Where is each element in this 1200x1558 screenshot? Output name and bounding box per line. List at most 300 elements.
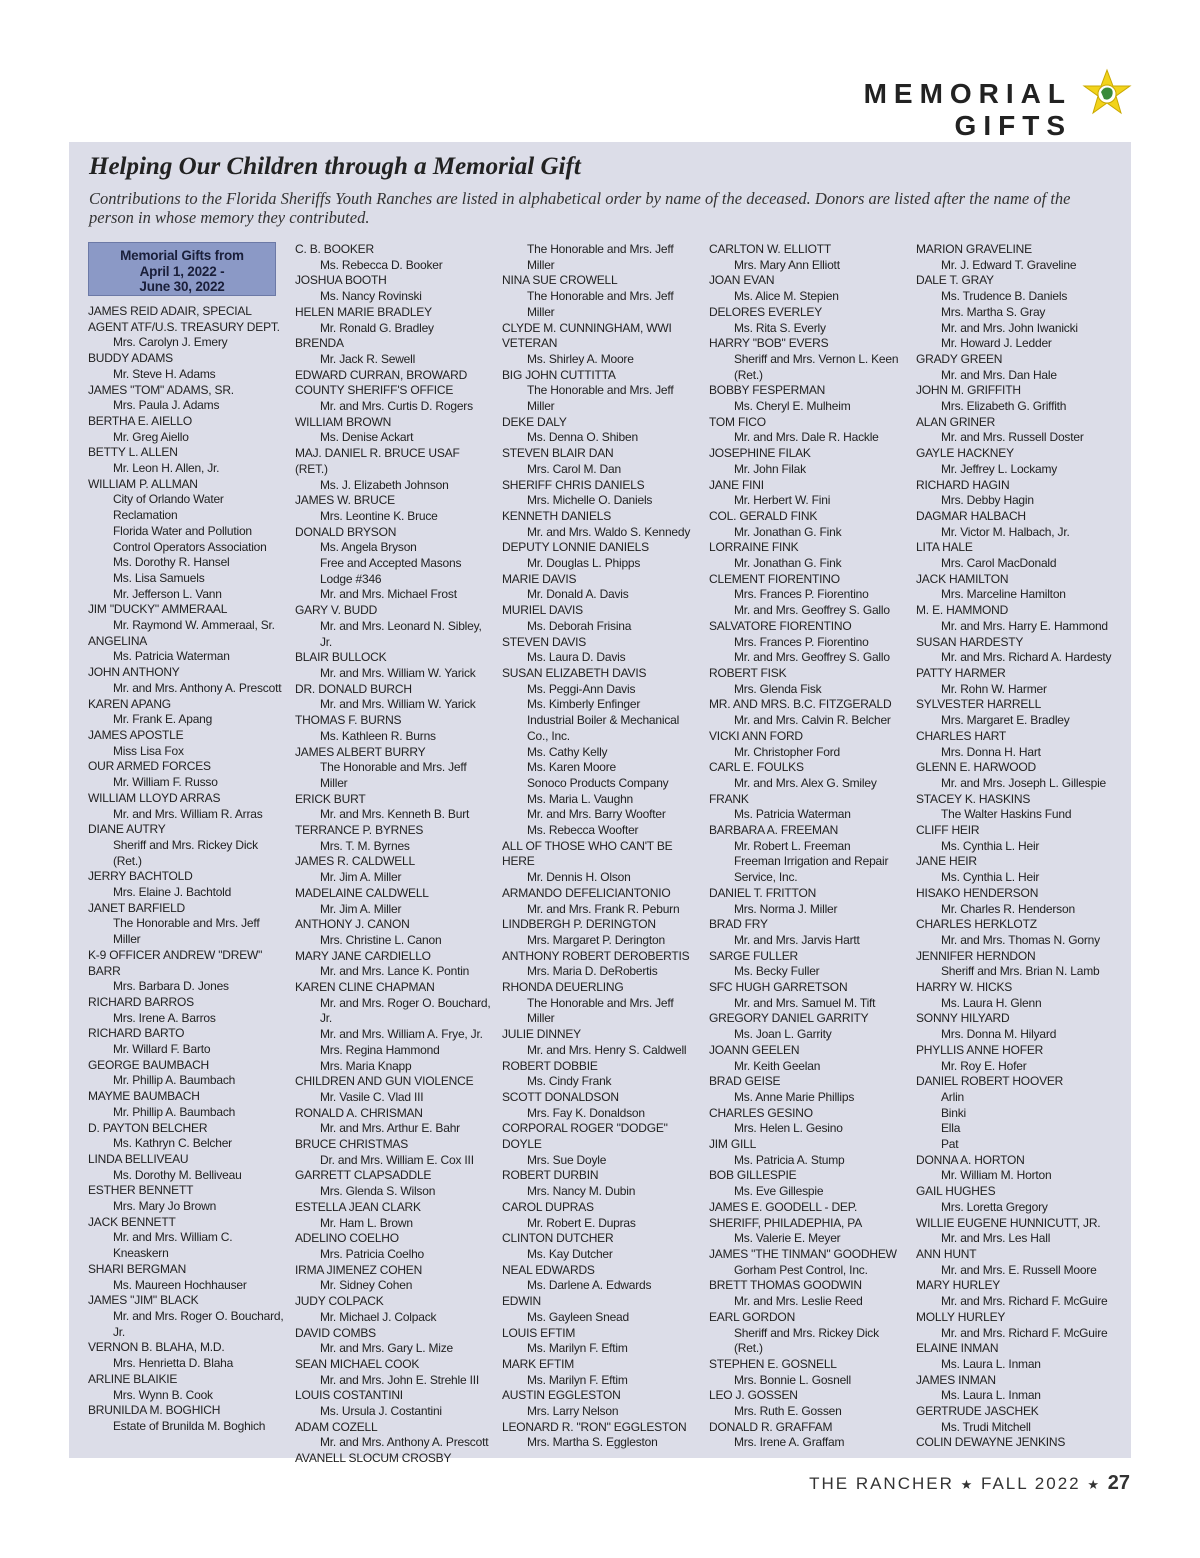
deceased-name: HELEN MARIE BRADLEY: [295, 304, 432, 319]
donor-name: Mr. Sidney Cohen: [320, 1278, 413, 1293]
donor-name: Mrs. Larry Nelson: [527, 1404, 619, 1419]
deceased-name: ALAN GRINER: [916, 414, 996, 429]
donor-name: Mr. and Mrs. Michael Frost: [320, 587, 457, 602]
donor-name: Miss Lisa Fox: [113, 743, 184, 758]
donor-name: Mrs. Mary Ann Elliott: [734, 257, 840, 272]
donor-name: Binki: [941, 1105, 967, 1120]
donor-name: Mrs. Paula J. Adams: [113, 398, 220, 413]
deceased-name: THOMAS F. BURNS: [295, 713, 402, 728]
deceased-name: VICKI ANN FORD: [709, 728, 803, 743]
deceased-name: COL. GERALD FINK: [709, 508, 818, 523]
donor-name: Mr. Vasile C. Vlad III: [320, 1089, 424, 1104]
donor-name: Ms. Eve Gillespie: [734, 1184, 824, 1199]
donor-name: Mrs. Elaine J. Bachtold: [113, 885, 232, 900]
donor-name: Mrs. Frances P. Fiorentino: [734, 587, 869, 602]
memorial-entry: [502, 446, 702, 477]
memorial-entry: [295, 415, 495, 446]
deceased-name: VERNON B. BLAHA, M.D.: [88, 1340, 225, 1355]
memorial-entry: [916, 980, 1116, 1011]
donor-name: Mr. Jefferson L. Vann: [113, 586, 222, 601]
deceased-name: LOUIS COSTANTINI: [295, 1388, 403, 1403]
memorial-entry: [502, 509, 702, 540]
memorial-entry: [709, 1106, 909, 1137]
memorial-entry: [295, 1388, 495, 1419]
donor-name: Sonoco Products Company: [527, 775, 669, 790]
memorial-entry: [709, 980, 909, 1011]
deceased-name: JIM "DUCKY" AMMERAAL: [88, 602, 228, 617]
donor-name: Mr. and Mrs. Leslie Reed: [734, 1294, 863, 1309]
memorial-entry: [916, 1341, 1116, 1372]
memorial-entry: [709, 478, 909, 509]
donor-name: The Honorable and Mrs. Jeff Miller: [320, 760, 467, 790]
memorial-entry: [295, 1420, 495, 1451]
deceased-name: NEAL EDWARDS: [502, 1262, 595, 1277]
deceased-name: DR. DONALD BURCH: [295, 681, 412, 696]
deceased-name: ANGELINA: [88, 633, 148, 648]
donor-name: Mrs. Margaret E. Bradley: [941, 713, 1070, 728]
donor-name: Ms. Marilyn F. Eftim: [527, 1341, 628, 1356]
donor-name: Mr. and Mrs. Joseph L. Gillespie: [941, 775, 1107, 790]
deceased-name: CAROL DUPRAS: [502, 1199, 594, 1214]
deceased-name: GAIL HUGHES: [916, 1184, 996, 1199]
donor-name: The Honorable and Mrs. Jeff Miller: [527, 383, 674, 414]
memorial-entry: [295, 273, 495, 304]
deceased-name: MARY JANE CARDIELLO: [295, 948, 431, 963]
deceased-name: ROBERT DOBBIE: [502, 1058, 598, 1073]
deceased-name: MARIE DAVIS: [502, 571, 577, 586]
memorial-entry: [916, 540, 1116, 571]
donor-name: Mrs. Michelle O. Daniels: [527, 493, 653, 508]
memorial-entry: [709, 949, 909, 980]
memorial-entry: [916, 886, 1116, 917]
sheriff-star-icon: [1082, 68, 1132, 118]
memorial-entry: [295, 1231, 495, 1262]
deceased-name: SFC HUGH GARRETSON: [709, 980, 848, 995]
memorial-entry: [502, 635, 702, 666]
deceased-name: JAMES E. GOODELL - DEP. SHERIFF, PHILADEPHIA, PA: [709, 1199, 863, 1230]
memorial-entry: [88, 1372, 288, 1403]
deceased-name: JOAN EVAN: [709, 273, 775, 288]
memorial-entry: [295, 242, 495, 273]
deceased-name: NINA SUE CROWELL: [502, 273, 618, 288]
memorial-entry: [88, 1121, 288, 1152]
memorial-entry: [295, 949, 495, 980]
deceased-name: CLEMENT FIORENTINO: [709, 571, 840, 586]
memorial-entry: [709, 1168, 909, 1199]
donor-name: Ms. Nancy Rovinski: [320, 289, 422, 304]
column-1: [88, 242, 288, 1435]
donor-name: Mr. Raymond W. Ammeraal, Sr.: [113, 618, 275, 633]
donor-name: Mr. and Mrs. Anthony A. Prescott: [113, 680, 282, 695]
donor-name: Mr. Dennis H. Olson: [527, 870, 631, 885]
memorial-entry: [916, 352, 1116, 383]
deceased-name: LORRAINE FINK: [709, 540, 799, 555]
deceased-name: TOM FICO: [709, 414, 766, 429]
donor-name: Ms. Cathy Kelly: [527, 744, 608, 759]
donor-name: Mr. John Filak: [734, 461, 806, 476]
deceased-name: DIANE AUTRY: [88, 822, 166, 837]
deceased-name: ADELINO COELHO: [295, 1231, 399, 1246]
memorial-entry: [709, 760, 909, 791]
donor-name: Ms. Cheryl E. Mulheim: [734, 399, 851, 414]
donor-name: Mr. and Mrs. William A. Frye, Jr.: [320, 1027, 483, 1042]
memorial-entry: [502, 1168, 702, 1199]
donor-name: Ms. Laura L. Inman: [941, 1388, 1041, 1403]
memorial-entry: [295, 1074, 495, 1105]
deceased-name: RHONDA DEUERLING: [502, 980, 624, 995]
memorial-entry: [88, 665, 288, 696]
deceased-name: LOUIS EFTIM: [502, 1325, 576, 1340]
memorial-entry: [916, 383, 1116, 414]
memorial-entry: [502, 603, 702, 634]
deceased-name: JOSEPHINE FILAK: [709, 446, 811, 461]
deceased-name: HISAKO HENDERSON: [916, 885, 1039, 900]
donor-name: The Honorable and Mrs. Jeff Miller: [527, 242, 674, 272]
donor-name: Mr. Robert L. Freeman: [734, 838, 851, 853]
donor-name: Mrs. Nancy M. Dubin: [527, 1184, 636, 1199]
donor-name: Mr. and Mrs. Richard F. McGuire: [941, 1294, 1108, 1309]
footer-publication: THE RANCHER: [809, 1474, 954, 1493]
donor-name: Mr. and Mrs. Russell Doster: [941, 430, 1084, 445]
donor-name: The Honorable and Mrs. Jeff Miller: [527, 995, 674, 1026]
memorial-entry: [502, 980, 702, 1027]
donor-name: Ms. Trudence B. Daniels: [941, 289, 1068, 304]
memorial-entry: [709, 305, 909, 336]
donor-name: Mrs. Fay K. Donaldson: [527, 1105, 645, 1120]
deceased-name: EDWIN: [502, 1294, 541, 1309]
deceased-name: WILLIE EUGENE HUNNICUTT, JR.: [916, 1215, 1101, 1230]
deceased-name: JAMES REID ADAIR, SPECIAL AGENT ATF/U.S. TREASURY DEPT.: [88, 304, 280, 334]
memorial-entry: [709, 697, 909, 728]
memorial-entry: [295, 745, 495, 792]
donor-name: Mr. Howard J. Ledder: [941, 336, 1052, 351]
donor-name: Mr. Christopher Ford: [734, 744, 841, 759]
memorial-entry: [709, 242, 909, 273]
memorial-entry: [916, 509, 1116, 540]
date-range-box: [88, 242, 276, 296]
deceased-name: CHARLES HERKLOTZ: [916, 917, 1037, 932]
memorial-entry: [295, 336, 495, 367]
deceased-name: ESTELLA JEAN CLARK: [295, 1199, 421, 1214]
memorial-entry: [502, 478, 702, 509]
deceased-name: DONNA A. HORTON: [916, 1152, 1025, 1167]
donor-name: Florida Water and Pollution Control Operators Association: [113, 523, 267, 554]
panel-title: Helping Our Children through a Memorial Gift: [89, 153, 581, 180]
donor-name: Mr. Willard F. Barto: [113, 1042, 211, 1057]
deceased-name: BOBBY FESPERMAN: [709, 383, 826, 398]
deceased-name: DANIEL ROBERT HOOVER: [916, 1074, 1064, 1089]
donor-name: Ms. Anne Marie Phillips: [734, 1089, 855, 1104]
deceased-name: BUDDY ADAMS: [88, 351, 173, 366]
donor-name: Mr. and Mrs. Henry S. Caldwell: [527, 1042, 687, 1057]
donor-name: Mr. and Mrs. Barry Woofter: [527, 807, 666, 822]
donor-name: Mrs. Carolyn J. Emery: [113, 335, 228, 350]
deceased-name: HARRY "BOB" EVERS: [709, 336, 829, 351]
memorial-entry: [709, 619, 909, 666]
deceased-name: BRAD FRY: [709, 917, 768, 932]
box-line-1: Memorial Gifts from: [120, 248, 244, 263]
deceased-name: ANTHONY ROBERT DEROBERTIS: [502, 948, 690, 963]
donor-name: Mr. J. Edward T. Graveline: [941, 257, 1077, 272]
donor-name: Ms. Alice M. Stepien: [734, 289, 839, 304]
donor-name: Mrs. Norma J. Miller: [734, 901, 838, 916]
donor-name: Mrs. Carol M. Dan: [527, 461, 621, 476]
deceased-name: CLIFF HEIR: [916, 823, 980, 838]
memorial-entry: [502, 666, 702, 839]
donor-name: Ms. Becky Fuller: [734, 964, 820, 979]
memorial-entry: [295, 446, 495, 493]
deceased-name: WILLIAM BROWN: [295, 414, 392, 429]
deceased-name: MURIEL DAVIS: [502, 603, 583, 618]
donor-name: Industrial Boiler & Mechanical Co., Inc.: [527, 713, 680, 743]
deceased-name: LEONARD R. "RON" EGGLESTON: [502, 1419, 687, 1434]
donor-name: Mr. Keith Geelan: [734, 1058, 821, 1073]
deceased-name: KAREN CLINE CHAPMAN: [295, 980, 435, 995]
donor-name: Mr. and Mrs. Anthony A. Prescott: [320, 1435, 489, 1450]
memorial-entry: [709, 823, 909, 886]
donor-name: Mrs. Mary Jo Brown: [113, 1199, 217, 1214]
box-line-2: April 1, 2022 -: [139, 263, 225, 279]
donor-name: Mr. and Mrs. Leonard N. Sibley, Jr.: [320, 618, 482, 649]
memorial-entry: [502, 1357, 702, 1388]
memorial-entry: [295, 980, 495, 1074]
memorial-entry: [709, 572, 909, 619]
memorial-entry: [88, 697, 288, 728]
memorial-entry: [916, 729, 1116, 760]
donor-name: Dr. and Mrs. William E. Cox III: [320, 1152, 474, 1167]
donor-name: Free and Accepted Masons Lodge #346: [320, 556, 462, 586]
memorial-entry: [916, 854, 1116, 885]
donor-name: Mrs. Irene A. Barros: [113, 1010, 216, 1025]
memorial-entry: [295, 682, 495, 713]
deceased-name: LITA HALE: [916, 540, 973, 555]
memorial-entry: [88, 869, 288, 900]
donor-name: Ms. Gayleen Snead: [527, 1309, 629, 1324]
donor-name: Mr. Herbert W. Fini: [734, 493, 831, 508]
donor-name: Ms. Laura L. Inman: [941, 1356, 1041, 1371]
deceased-name: STACEY K. HASKINS: [916, 791, 1031, 806]
donor-name: Mrs. Patricia Coelho: [320, 1247, 425, 1261]
donor-name: Ms. Maria L. Vaughn: [527, 791, 634, 806]
memorial-entry: [916, 415, 1116, 446]
memorial-entry: [88, 414, 288, 445]
memorial-entry: [295, 650, 495, 681]
donor-name: Mrs. Glenda Fisk: [734, 681, 822, 696]
donor-name: Mr. and Mrs. Roger O. Bouchard, Jr.: [320, 995, 491, 1026]
memorial-entry: [502, 321, 702, 368]
deceased-name: JANET BARFIELD: [88, 900, 186, 915]
memorial-entry: [88, 1215, 288, 1262]
memorial-entry: [709, 446, 909, 477]
memorial-entry: [709, 1278, 909, 1309]
donor-name: Ms. Marilyn F. Eftim: [527, 1372, 628, 1387]
deceased-name: JAMES "JIM" BLACK: [88, 1293, 199, 1308]
memorial-entry: [709, 1137, 909, 1168]
donor-name: Mrs. Leontine K. Bruce: [320, 508, 438, 523]
deceased-name: EARL GORDON: [709, 1309, 796, 1324]
deceased-name: COLIN DEWAYNE JENKINS: [916, 1435, 1066, 1450]
donor-name: Ms. Kimberly Enfinger: [527, 697, 641, 712]
donor-name: Mr. and Mrs. Geoffrey S. Gallo: [734, 650, 890, 665]
donor-name: Ms. Rebecca Woofter: [527, 823, 639, 838]
deceased-name: EDWARD CURRAN, BROWARD COUNTY SHERIFF'S OFFICE: [295, 367, 468, 398]
deceased-name: JOHN M. GRIFFITH: [916, 383, 1021, 398]
deceased-name: ARMANDO DEFELICIANTONIO: [502, 885, 671, 900]
donor-name: Mr. and Mrs. Gary L. Mize: [320, 1341, 454, 1356]
deceased-name: DAGMAR HALBACH: [916, 508, 1026, 523]
donor-name: Mr. and Mrs. Samuel M. Tift: [734, 995, 876, 1010]
donor-name: Mr. Jonathan G. Fink: [734, 524, 842, 539]
memorial-entry: [709, 886, 909, 917]
deceased-name: JAMES INMAN: [916, 1372, 996, 1387]
deceased-name: BIG JOHN CUTTITTA: [502, 367, 616, 382]
donor-name: Mr. and Mrs. Richard A. Hardesty: [941, 650, 1112, 665]
donor-name: Ms. Patricia Waterman: [113, 649, 230, 664]
deceased-name: LEO J. GOSSEN: [709, 1388, 798, 1403]
memorial-entry: [88, 602, 288, 633]
donor-name: Ms. Laura H. Glenn: [941, 995, 1042, 1010]
deceased-name: BRENDA: [295, 336, 344, 351]
deceased-name: GAYLE HACKNEY: [916, 446, 1014, 461]
memorial-entry: [88, 1340, 288, 1371]
deceased-name: ANN HUNT: [916, 1247, 977, 1261]
memorial-entry: [502, 1388, 702, 1419]
deceased-name: JERRY BACHTOLD: [88, 869, 193, 884]
deceased-name: RICHARD BARROS: [88, 994, 194, 1009]
memorial-entry: [916, 1153, 1116, 1184]
deceased-name: ESTHER BENNETT: [88, 1183, 194, 1198]
column-2: [295, 242, 495, 1467]
memorial-entry: [916, 603, 1116, 634]
donor-name: Mr. Ronald G. Bradley: [320, 320, 434, 335]
deceased-name: CARL E. FOULKS: [709, 760, 804, 775]
donor-name: Arlin: [941, 1089, 965, 1104]
donor-name: Ms. Trudi Mitchell: [941, 1419, 1031, 1434]
deceased-name: CLINTON DUTCHER: [502, 1231, 614, 1246]
memorial-entry: [916, 1278, 1116, 1309]
donor-name: Mr. Frank E. Apang: [113, 712, 213, 727]
donor-name: Mrs. Maria D. DeRobertis: [527, 964, 658, 979]
deceased-name: CHILDREN AND GUN VIOLENCE: [295, 1074, 474, 1089]
donor-name: Mr. and Mrs. Les Hall: [941, 1231, 1051, 1246]
deceased-name: JENNIFER HERNDON: [916, 948, 1036, 963]
donor-name: Mr. Steve H. Adams: [113, 366, 216, 381]
memorial-entry: [295, 1200, 495, 1231]
deceased-name: ARLINE BLAIKIE: [88, 1371, 178, 1386]
donor-name: The Walter Haskins Fund: [941, 807, 1072, 822]
donor-name: Ms. Dorothy M. Belliveau: [113, 1167, 242, 1182]
donor-name: Mr. Jim A. Miller: [320, 901, 402, 916]
deceased-name: IRMA JIMENEZ COHEN: [295, 1262, 423, 1277]
deceased-name: JIM GILL: [709, 1137, 757, 1152]
memorial-entry: [916, 1216, 1116, 1247]
donor-name: Mr. and Mrs. E. Russell Moore: [941, 1262, 1097, 1277]
deceased-name: PHYLLIS ANNE HOFER: [916, 1042, 1044, 1057]
donor-name: Ms. Ursula J. Costantini: [320, 1404, 442, 1419]
deceased-name: JAMES "THE TINMAN" GOODHEW: [709, 1247, 897, 1261]
donor-name: Mr. Jim A. Miller: [320, 870, 402, 885]
deceased-name: AUSTIN EGGLESTON: [502, 1388, 621, 1403]
memorial-entry: [709, 729, 909, 760]
deceased-name: DONALD R. GRAFFAM: [709, 1419, 833, 1434]
donor-name: Mrs. Elizabeth G. Griffith: [941, 399, 1067, 414]
donor-name: Ms. Peggi-Ann Davis: [527, 681, 636, 696]
donor-name: Ms. Lisa Samuels: [113, 570, 205, 585]
memorial-entry: [916, 273, 1116, 352]
memorial-entry: [502, 368, 702, 415]
deceased-name: JAMES APOSTLE: [88, 727, 184, 742]
page-footer: [800, 1472, 1130, 1495]
memorial-entry: [916, 1247, 1116, 1278]
memorial-entry: [916, 792, 1116, 823]
donor-name: Freeman Irrigation and Repair Service, Inc.: [734, 854, 889, 885]
donor-name: Mr. and Mrs. John Iwanicki: [941, 320, 1078, 335]
donor-name: The Honorable and Mrs. Jeff Miller: [113, 916, 260, 947]
deceased-name: STEVEN DAVIS: [502, 634, 587, 649]
deceased-name: MAJ. DANIEL R. BRUCE USAF (RET.): [295, 446, 460, 476]
deceased-name: CLYDE M. CUNNINGHAM, WWI VETERAN: [502, 320, 672, 351]
memorial-entry: [88, 477, 288, 603]
memorial-entry: [295, 1106, 495, 1137]
deceased-name: MADELAINE CALDWELL: [295, 885, 429, 900]
deceased-name: RICHARD HAGIN: [916, 477, 1010, 492]
deceased-name: AVANELL SLOCUM CROSBY: [295, 1451, 452, 1466]
donor-name: Mr. and Mrs. Waldo S. Kennedy: [527, 524, 691, 539]
donor-name: Mr. William F. Russo: [113, 775, 218, 790]
deceased-name: GEORGE BAUMBACH: [88, 1057, 210, 1072]
donor-name: Ms. Rebecca D. Booker: [320, 257, 443, 272]
deceased-name: GARRETT CLAPSADDLE: [295, 1168, 432, 1183]
memorial-entry: [502, 1027, 702, 1058]
donor-name: Mrs. Bonnie L. Gosnell: [734, 1372, 851, 1387]
memorial-entry: [502, 839, 702, 886]
donor-name: Mr. and Mrs. Frank R. Peburn: [527, 901, 680, 916]
donor-name: Mr. and Mrs. Dan Hale: [941, 367, 1057, 382]
memorial-entry: [295, 886, 495, 917]
footer-season: FALL 2022: [981, 1474, 1081, 1493]
donor-name: Mr. and Mrs. Dale R. Hackle: [734, 430, 879, 445]
donor-name: Pat: [941, 1137, 959, 1152]
memorial-entry: [88, 445, 288, 476]
deceased-name: MAYME BAUMBACH: [88, 1089, 200, 1104]
memorial-entry: [502, 886, 702, 917]
donor-name: Mrs. Christine L. Canon: [320, 932, 442, 947]
deceased-name: SCOTT DONALDSON: [502, 1089, 619, 1104]
memorial-entry: [709, 1200, 909, 1247]
donor-name: Mr. and Mrs. Roger O. Bouchard, Jr.: [113, 1309, 284, 1339]
memorial-entry: [709, 1388, 909, 1419]
donor-name: Mrs. T. M. Byrnes: [320, 838, 410, 853]
donor-name: Mr. Leon H. Allen, Jr.: [113, 461, 220, 476]
deceased-name: BLAIR BULLOCK: [295, 650, 387, 665]
donor-name: Mrs. Marceline Hamilton: [941, 587, 1066, 602]
deceased-name: LINDA BELLIVEAU: [88, 1151, 189, 1166]
deceased-name: DAVID COMBS: [295, 1325, 376, 1340]
deceased-name: FRANK: [709, 791, 749, 806]
memorial-entry: [88, 1089, 288, 1120]
memorial-entry: [916, 1373, 1116, 1404]
memorial-entry: [916, 823, 1116, 854]
donor-name: Ms. Patricia A. Stump: [734, 1152, 845, 1167]
memorial-entry: [88, 791, 288, 822]
donor-name: Sheriff and Mrs. Rickey Dick (Ret.): [113, 837, 258, 868]
donor-name: Sheriff and Mrs. Vernon L. Keen (Ret.): [734, 351, 899, 382]
memorial-entry: [916, 1435, 1116, 1451]
memorial-entry: [709, 1043, 909, 1074]
panel-intro: Contributions to the Florida Sheriffs Youth Ranches are listed in alphabetical order by name of the deceased. Donors are listed after the name of the person in whose memory they contributed.: [89, 189, 1071, 227]
deceased-name: ROBERT FISK: [709, 665, 787, 680]
memorial-entry: [295, 1451, 495, 1467]
